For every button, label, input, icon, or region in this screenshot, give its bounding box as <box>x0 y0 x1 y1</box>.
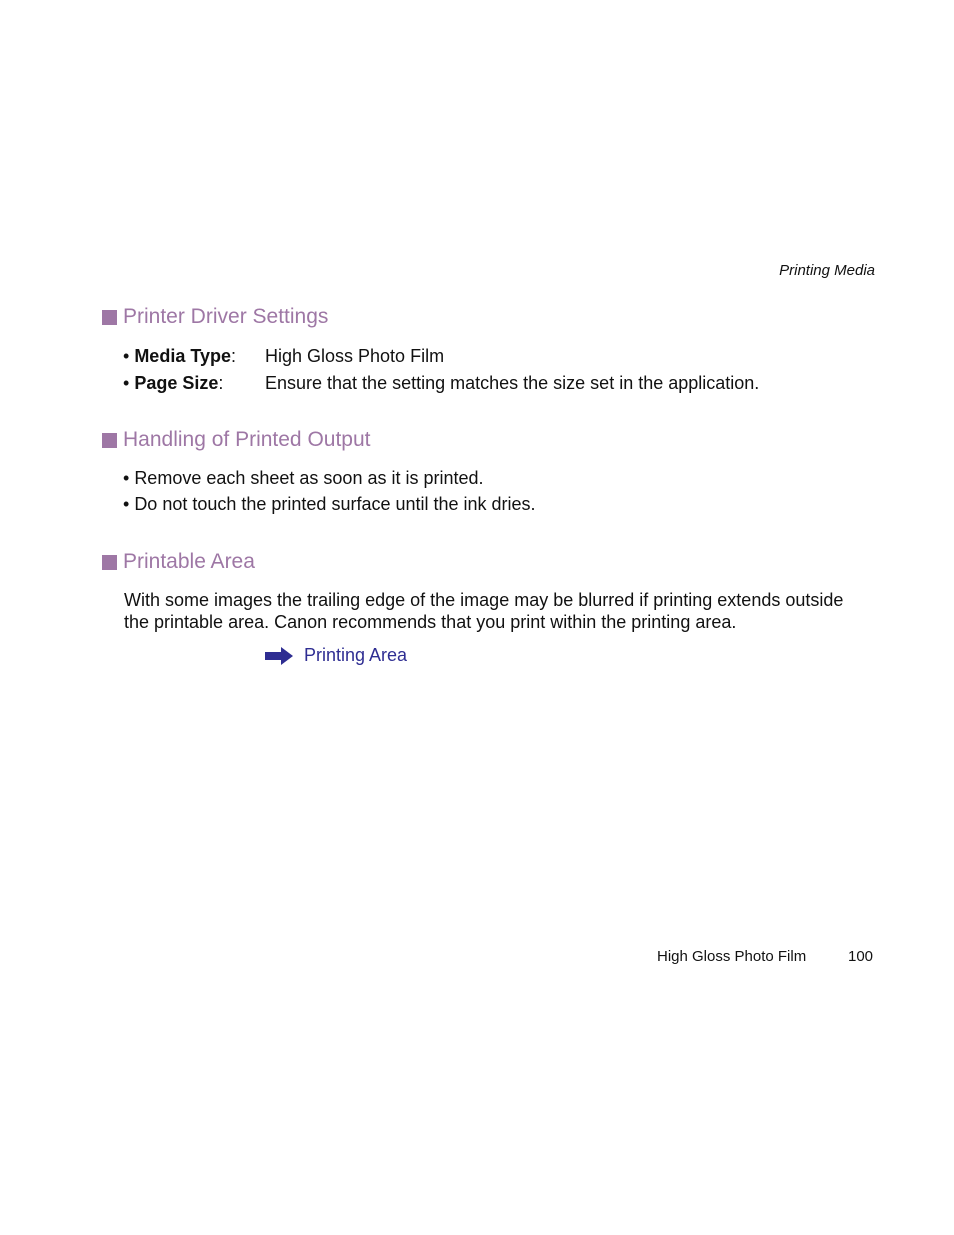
right-arrow-icon <box>265 647 293 665</box>
section-heading-handling-of-printed-output <box>102 428 371 452</box>
running-header: Printing Media <box>779 262 875 279</box>
printable-area-paragraph: With some images the trailing edge of the image may be blurred if printing extends outside the printable area. Canon recommends that you print within the printing area. <box>124 590 844 632</box>
setting-term-label: Page Size <box>134 373 219 393</box>
heading-square-icon <box>102 310 117 325</box>
section-title: Printer Driver Settings <box>123 305 329 328</box>
footer-title: High Gloss Photo Film <box>657 948 807 965</box>
page-number: 100 <box>848 948 874 965</box>
setting-value: Ensure that the setting matches the size set in the application. <box>265 373 760 393</box>
section-heading-printable-area <box>102 550 255 574</box>
link-label[interactable]: Printing Area <box>304 645 408 665</box>
section-heading-printer-driver-settings <box>102 305 328 329</box>
printing-area-link[interactable] <box>265 645 407 666</box>
setting-term: • Page Size: <box>123 373 224 393</box>
section-title: Handling of Printed Output <box>123 428 371 451</box>
setting-value: High Gloss Photo Film <box>265 346 445 366</box>
setting-term-label: Media Type <box>134 346 232 366</box>
bullet-text: Do not touch the printed surface until the ink dries. <box>134 494 536 514</box>
bullet-item: • Do not touch the printed surface until the ink dries. <box>123 494 536 514</box>
bullet-item: • Remove each sheet as soon as it is printed. <box>123 468 484 488</box>
heading-square-icon <box>102 433 117 448</box>
bullet-text: Remove each sheet as soon as it is printed. <box>134 468 484 488</box>
setting-term: • Media Type: <box>123 346 237 366</box>
section-title: Printable Area <box>123 550 255 573</box>
heading-square-icon <box>102 555 117 570</box>
